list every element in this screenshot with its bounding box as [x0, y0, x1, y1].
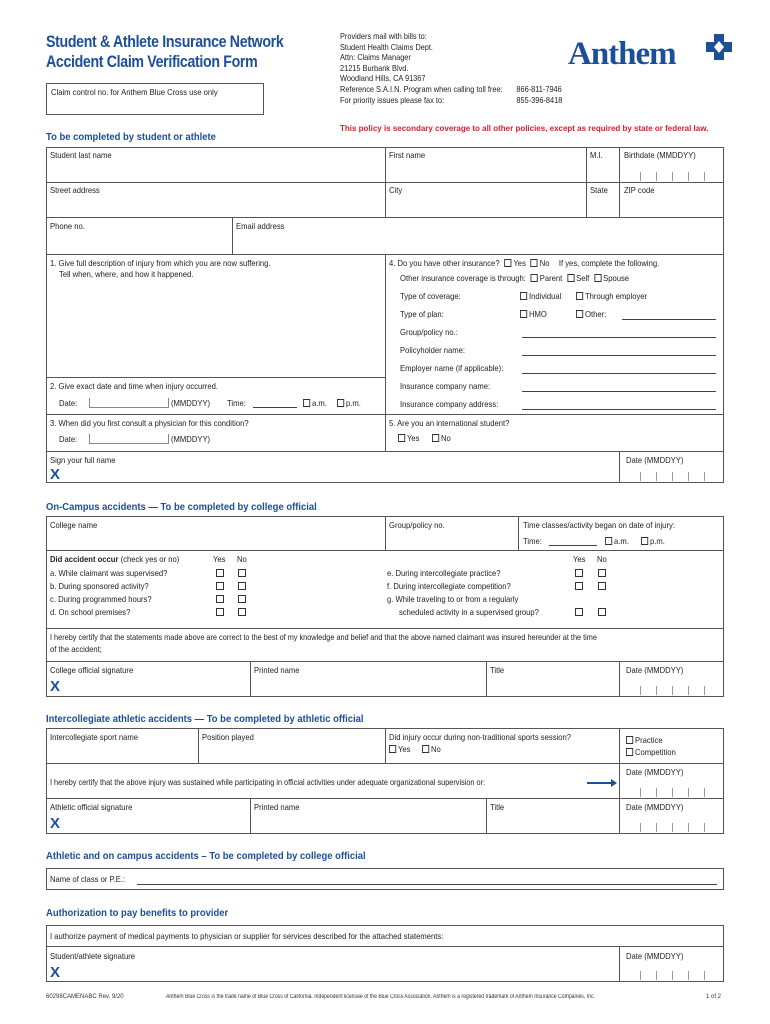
college-group-policy-field[interactable]	[385, 516, 519, 551]
question-a: a. While claimant was supervised?	[50, 568, 168, 578]
athletic-title-field[interactable]	[486, 798, 620, 834]
question-label: 3. When did you first consult a physician for this condition?	[50, 418, 249, 428]
ins-company-input[interactable]	[522, 391, 716, 392]
field-label: College official signature	[50, 665, 134, 675]
athletic-printed-name-field[interactable]	[250, 798, 487, 834]
coverage-through-line	[400, 273, 629, 284]
time-label: Time:	[523, 536, 542, 546]
spouse-checkbox[interactable]	[594, 274, 601, 282]
yes-column-header: Yes	[213, 554, 226, 564]
first-name-field[interactable]	[385, 147, 587, 183]
athletic-certify-date-field[interactable]	[619, 763, 724, 799]
q4-line	[389, 258, 659, 269]
checkbox[interactable]	[626, 748, 633, 756]
field-label: ZIP code	[624, 185, 655, 195]
field-label: Printed name	[254, 665, 300, 675]
other-plan-input[interactable]	[622, 319, 716, 320]
q-e-yes-checkbox[interactable]	[575, 569, 583, 577]
no-column-header: No	[237, 554, 247, 564]
student-signature-field[interactable]	[46, 451, 620, 483]
mail-line: Woodland Hills, CA 91367	[340, 74, 426, 84]
option-label: No	[431, 744, 441, 754]
field-label: Type of coverage:	[400, 291, 461, 301]
college-title-field[interactable]	[486, 661, 620, 697]
q-e-no-checkbox[interactable]	[598, 569, 606, 577]
option-label: No	[441, 433, 451, 443]
did-accident-line	[50, 554, 179, 565]
option-label: Yes	[407, 433, 420, 443]
option-label: Through employer	[585, 291, 648, 301]
section-heading-oncampus: On-Campus accidents — To be completed by college official	[46, 501, 317, 513]
toll-free-number: 866-811-7946	[516, 84, 562, 94]
city-field[interactable]	[385, 182, 587, 218]
instruction: If yes, complete the following.	[558, 258, 660, 268]
street-address-field[interactable]	[46, 182, 386, 218]
session-type-field	[619, 728, 724, 764]
field-label: M.I.	[590, 150, 603, 160]
group-policy-input[interactable]	[522, 337, 716, 338]
field-label: First name	[389, 150, 426, 160]
injury-time-input[interactable]	[253, 407, 297, 408]
mi-field[interactable]	[586, 147, 620, 183]
college-printed-name-field[interactable]	[250, 661, 487, 697]
activity-time-input[interactable]	[549, 545, 597, 546]
field-label: Athletic official signature	[50, 802, 133, 812]
field-label: Student last name	[50, 150, 112, 160]
field-label: Sign your full name	[50, 455, 116, 465]
question-label: Tell when, where, and how it happened.	[59, 269, 194, 279]
birthdate-field[interactable]	[619, 147, 724, 183]
field-label: Date (MMDDYY)	[626, 665, 684, 675]
email-field[interactable]	[232, 217, 724, 255]
field-label: Title	[490, 802, 505, 812]
through-employer-option[interactable]	[576, 291, 647, 302]
checkbox[interactable]	[641, 537, 648, 545]
authorization-signature-field[interactable]	[46, 946, 620, 982]
format-hint: (MMDDYY)	[171, 398, 211, 408]
option-label: Self	[576, 273, 590, 283]
claim-control-box[interactable]	[46, 83, 264, 115]
time-label: Time:	[227, 398, 246, 408]
college-date-field[interactable]	[619, 661, 724, 697]
page-number: 1 of 2	[706, 994, 722, 1000]
q-g-yes-checkbox[interactable]	[575, 608, 583, 616]
q-f-no-checkbox[interactable]	[598, 582, 606, 590]
checkbox[interactable]	[389, 745, 396, 753]
phone-field[interactable]	[46, 217, 233, 255]
consult-date-input[interactable]	[89, 434, 169, 444]
question-label: Did injury occur during non-traditional sports session?	[389, 732, 571, 742]
option-label: Practice	[635, 735, 663, 745]
option-label: a.m.	[312, 398, 327, 408]
option-label: HMO	[529, 309, 547, 319]
title-line-2: Accident Claim Verification Form	[46, 53, 258, 71]
pm-option[interactable]	[641, 536, 665, 547]
form-code: 60298CAMENABC Rev. 9/20	[46, 994, 124, 1000]
state-field[interactable]	[586, 182, 620, 218]
mail-line: Student Health Claims Dept.	[340, 42, 433, 52]
option-label: No	[539, 258, 550, 268]
section-heading-intercollegiate: Intercollegiate athletic accidents — To be completed by athletic official	[46, 713, 364, 725]
mail-line: Attn: Claims Manager	[340, 53, 411, 63]
q-c-yes-checkbox[interactable]	[216, 595, 224, 603]
option-label: Parent	[539, 273, 563, 283]
question-label: 5. Are you an international student?	[389, 418, 510, 428]
injury-date-input[interactable]	[89, 398, 169, 408]
q-b-yes-checkbox[interactable]	[216, 582, 224, 590]
competition-option[interactable]	[626, 747, 676, 758]
field-label: Date (MMDDYY)	[626, 455, 684, 465]
field-label: Type of plan:	[400, 309, 444, 319]
field-label: Group/policy no.	[389, 520, 445, 530]
yes-option[interactable]	[389, 744, 410, 755]
ins-address-input[interactable]	[522, 409, 716, 410]
checkbox[interactable]	[432, 434, 439, 442]
injury-date-time-field[interactable]	[46, 377, 386, 415]
q-d-no-checkbox[interactable]	[238, 608, 246, 616]
no-column-header: No	[597, 554, 607, 564]
practice-option[interactable]	[626, 735, 663, 746]
sign-here-mark: X	[50, 466, 61, 483]
field-label: Printed name	[254, 802, 300, 812]
q-a-no-checkbox[interactable]	[238, 569, 246, 577]
activity-time-field[interactable]	[518, 516, 724, 551]
nontraditional-session-field	[385, 728, 620, 764]
question-e: e. During intercollegiate practice?	[387, 568, 501, 578]
question-b: b. During sponsored activity?	[50, 581, 149, 591]
college-official-signature-field[interactable]	[46, 661, 251, 697]
yes-option[interactable]	[398, 433, 419, 444]
field-label: Date (MMDDYY)	[626, 802, 684, 812]
field-label: Title	[490, 665, 505, 675]
field-label: Insurance company address:	[400, 399, 499, 409]
pm-option[interactable]	[337, 398, 361, 409]
section-heading-authorization: Authorization to pay benefits to provider	[46, 907, 229, 919]
sign-here-mark: X	[50, 678, 61, 695]
physician-consult-field[interactable]	[46, 414, 386, 452]
athletic-certify-section	[46, 763, 620, 799]
field-label: Date (MMDDYY)	[626, 951, 684, 961]
option-label: Other:	[585, 309, 607, 319]
field-label: Other insurance coverage is through:	[400, 273, 526, 283]
secondary-coverage-notice: This policy is secondary coverage to all other policies, except as required by state or federal law.	[340, 123, 709, 133]
mail-line: For priority issues please fax to:	[340, 95, 445, 105]
q-a-yes-checkbox[interactable]	[216, 569, 224, 577]
question-g: g. While traveling to or from a regularly	[387, 594, 519, 604]
field-label: Group/policy no.:	[400, 327, 458, 337]
checkbox[interactable]	[576, 292, 583, 300]
insurance-yes-checkbox[interactable]	[504, 259, 511, 267]
question-label: 1. Give full description of injury from which you are now suffering.	[50, 258, 271, 268]
injury-description-field[interactable]	[46, 254, 386, 378]
blue-cross-icon	[704, 32, 734, 62]
question-c: c. During programmed hours?	[50, 594, 152, 604]
position-played-field[interactable]	[198, 728, 386, 764]
mailing-info	[340, 32, 563, 106]
option-label: Spouse	[603, 273, 630, 283]
arrow-right-icon	[587, 782, 613, 784]
option-label: Competition	[635, 747, 676, 757]
field-label: Student/athlete signature	[50, 951, 136, 961]
authorization-date-field[interactable]	[619, 946, 724, 982]
anthem-logo	[568, 36, 676, 73]
field-label: Employer name (if applicable):	[400, 363, 504, 373]
athletic-date-field[interactable]	[619, 798, 724, 834]
field-label: Date (MMDDYY)	[626, 767, 684, 777]
logo-text: Anthem	[568, 36, 676, 72]
sign-here-mark: X	[50, 815, 61, 832]
checkbox[interactable]	[520, 310, 527, 318]
option-label: a.m.	[614, 536, 629, 546]
legal-notice: Anthem Blue Cross is the trade name of Blue Cross of California. Independent licensee of the Blue Cross Association. Anthem is a registered trademark of Anthem Insurance Companies, Inc.	[166, 994, 595, 1000]
q-f-yes-checkbox[interactable]	[575, 582, 583, 590]
claim-control-label: Claim control no. for Anthem Blue Cross use only	[51, 87, 218, 97]
question-label: 4. Do you have other insurance?	[389, 258, 500, 268]
authorization-text-box	[46, 925, 724, 947]
question-label: 2. Give exact date and time when injury occurred.	[50, 381, 218, 391]
athletic-official-signature-field[interactable]	[46, 798, 251, 834]
class-name-input[interactable]	[137, 884, 717, 885]
policyholder-input[interactable]	[522, 355, 716, 356]
form-title	[46, 32, 283, 72]
checkbox[interactable]	[303, 399, 310, 407]
class-name-field[interactable]	[46, 868, 724, 890]
student-last-name-field[interactable]	[46, 147, 386, 183]
field-label: Policyholder name:	[400, 345, 466, 355]
section-heading-student: To be completed by student or athlete	[46, 131, 216, 143]
option-label: p.m.	[346, 398, 361, 408]
question-g-cont: scheduled activity in a supervised group?	[399, 607, 539, 617]
yes-column-header: Yes	[573, 554, 586, 564]
option-label: Yes	[513, 258, 526, 268]
checkbox[interactable]	[520, 292, 527, 300]
employer-input[interactable]	[522, 373, 716, 374]
field-label: Birthdate (MMDDYY)	[624, 150, 696, 160]
self-checkbox[interactable]	[567, 274, 574, 282]
q-b-no-checkbox[interactable]	[238, 582, 246, 590]
mail-line: Providers mail with bills to:	[340, 32, 427, 41]
authorization-text: I authorize payment of medical payments to physician or supplier for services described for the attached statements:	[50, 931, 444, 941]
international-student-field	[385, 414, 724, 452]
parent-checkbox[interactable]	[531, 274, 538, 282]
checkbox[interactable]	[626, 736, 633, 744]
no-option[interactable]	[422, 744, 441, 755]
field-label: Street address	[50, 185, 100, 195]
checkbox[interactable]	[422, 745, 429, 753]
field-label: State	[590, 185, 608, 195]
checkbox[interactable]	[605, 537, 612, 545]
other-insurance-section	[385, 254, 724, 415]
hmo-option[interactable]	[520, 309, 547, 320]
option-label: p.m.	[650, 536, 665, 546]
certify-text: of the accident;	[50, 644, 102, 654]
sport-name-field[interactable]	[46, 728, 199, 764]
q-c-no-checkbox[interactable]	[238, 595, 246, 603]
zip-field[interactable]	[619, 182, 724, 218]
sign-here-mark: X	[50, 964, 61, 981]
q-d-yes-checkbox[interactable]	[216, 608, 224, 616]
checkbox[interactable]	[398, 434, 405, 442]
certify-text: I hereby certify that the above injury was sustained while participating in official activities under adequate organizational supervision or:	[50, 777, 486, 787]
student-sign-date-field[interactable]	[619, 451, 724, 483]
other-plan-option[interactable]	[576, 309, 606, 320]
college-name-field[interactable]	[46, 516, 386, 551]
individual-option[interactable]	[520, 291, 561, 302]
checkbox[interactable]	[576, 310, 583, 318]
no-option[interactable]	[432, 433, 451, 444]
option-label: Individual	[529, 291, 562, 301]
section-heading-athletic-campus: Athletic and on campus accidents – To be completed by college official	[46, 850, 366, 862]
field-label: Phone no.	[50, 221, 85, 231]
field-label: City	[389, 185, 403, 195]
format-hint: (MMDDYY)	[171, 434, 211, 444]
field-label: Position played	[202, 732, 254, 742]
fax-number: 855-396-8418	[516, 95, 563, 105]
option-label: Yes	[398, 744, 411, 754]
title-line-1: Student & Athlete Insurance Network	[46, 33, 284, 51]
college-certify-section	[46, 628, 724, 662]
mail-line: 21215 Burbank Blvd.	[340, 63, 409, 73]
q-g-no-checkbox[interactable]	[598, 608, 606, 616]
accident-questions-section	[46, 550, 724, 629]
question-f: f. During intercollegiate competition?	[387, 581, 511, 591]
field-label: Intercollegiate sport name	[50, 732, 139, 742]
field-label: Time classes/activity began on date of injury:	[523, 520, 675, 530]
mail-line: Reference S.A.I.N. Program when calling toll free:	[340, 84, 503, 94]
date-label: Date:	[59, 434, 78, 444]
am-option[interactable]	[303, 398, 327, 409]
am-option[interactable]	[605, 536, 629, 547]
instruction: (check yes or no)	[120, 554, 180, 564]
checkbox[interactable]	[337, 399, 344, 407]
field-label: Name of class or P.E.:	[50, 874, 126, 884]
field-label: Insurance company name:	[400, 381, 491, 391]
question-d: d. On school premises?	[50, 607, 131, 617]
field-label: Email address	[236, 221, 285, 231]
field-label: College name	[50, 520, 98, 530]
insurance-no-checkbox[interactable]	[531, 259, 538, 267]
question-label: Did accident occur	[50, 554, 119, 564]
date-label: Date:	[59, 398, 78, 408]
certify-text: I hereby certify that the statements made above are correct to the best of my knowledge and belief and that the above named claimant was insured hereunder at the time	[50, 632, 597, 642]
